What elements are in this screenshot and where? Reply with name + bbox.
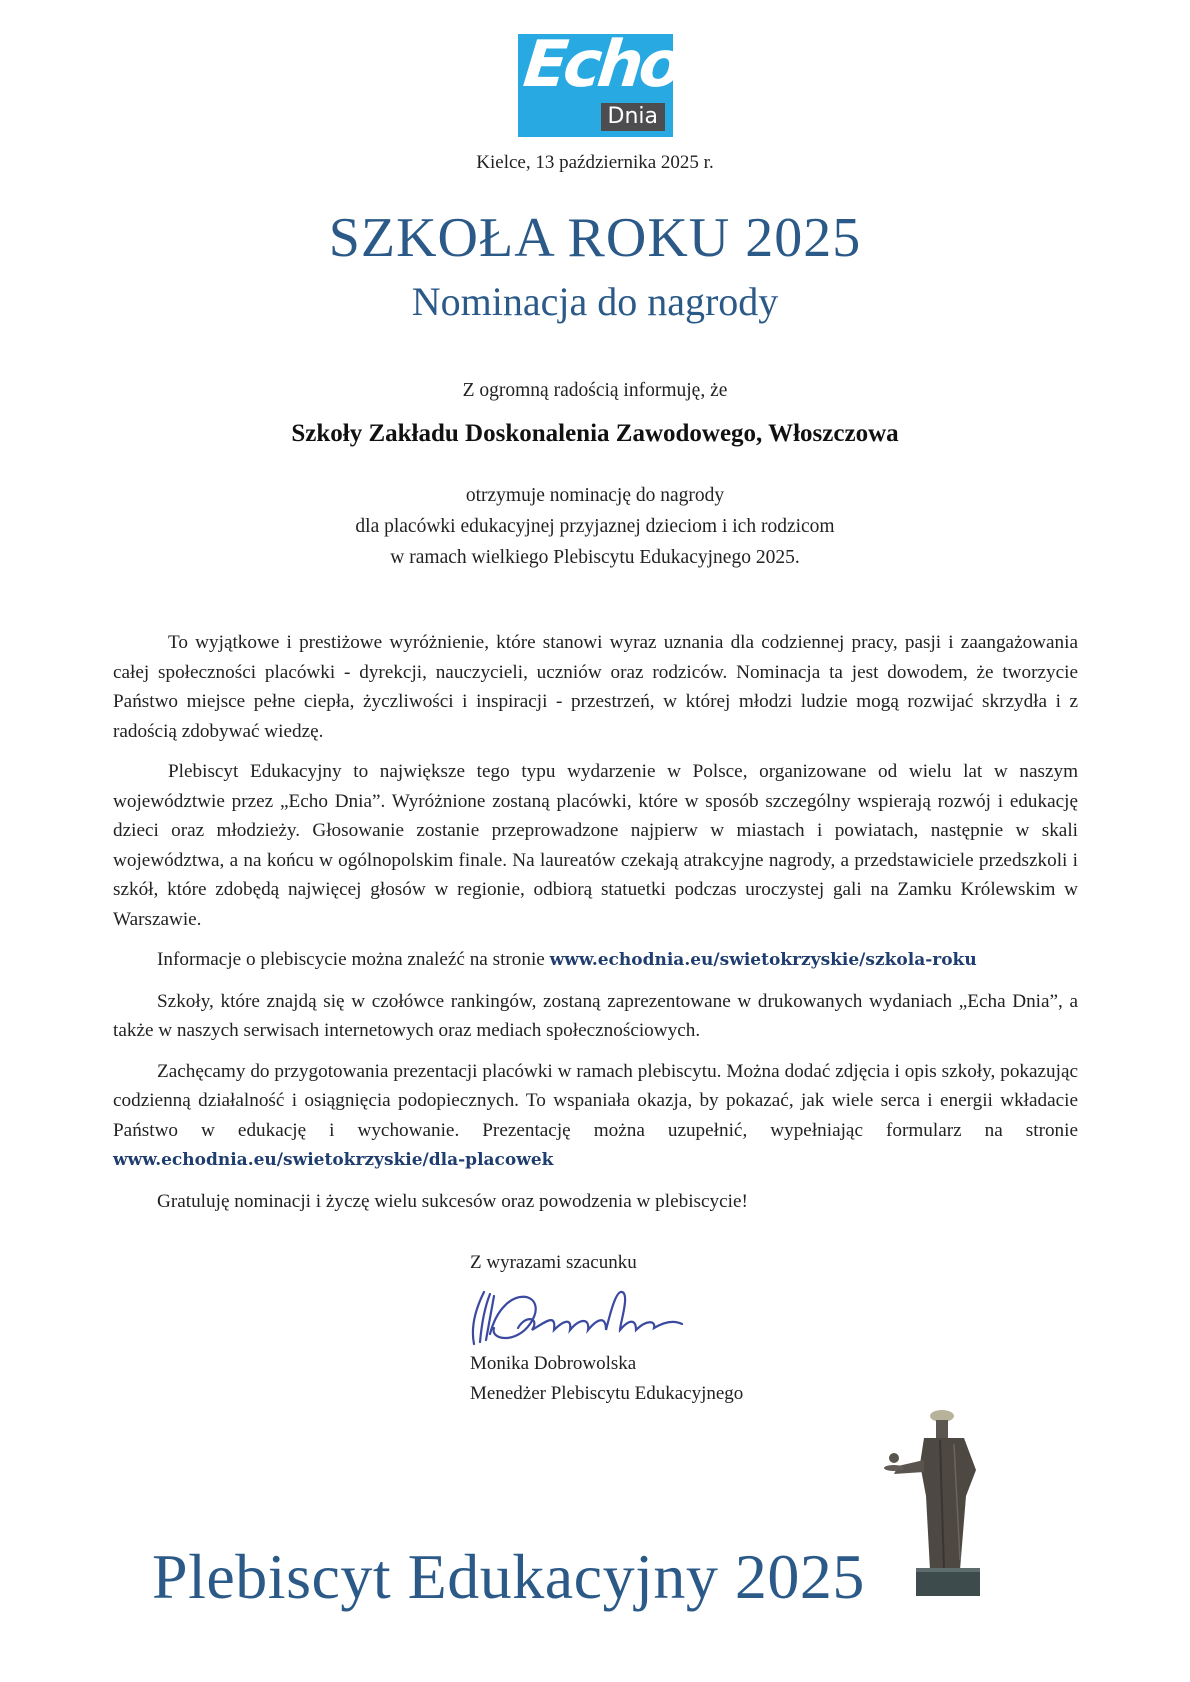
paragraph-5: [113, 1057, 1078, 1176]
logo-echo-text: Echo: [520, 28, 684, 102]
page-title: SZKOŁA ROKU 2025: [328, 207, 862, 269]
paragraph-1: To wyjątkowe i prestiżowe wyróżnienie, które stanowi wyraz uznania dla codziennej pracy, pasji i zaangażowania całej społeczności placówki - dyrekcji, nauczycieli, uczniów oraz rodziców. Nominacja ta jest dowodem, że tworzycie Państwo miejsce pełne ciepła, życzliwości i inspiracji - przestrzeń, w której młodzi ludzie mogą rozwijać skrzydła i z radością zdobywać wiedzę.: [113, 632, 1078, 742]
link-szkola-roku[interactable]: www.echodnia.eu/swietokrzyskie/szkola-roku: [549, 950, 977, 970]
announcement-line-1: otrzymuje nominację do nagrody: [465, 485, 725, 506]
letter-body: [113, 628, 1078, 1227]
paragraph-3-text: Informacje o plebiscycie można znaleźć na stronie: [157, 949, 550, 970]
link-dla-placowek[interactable]: www.echodnia.eu/swietokrzyskie/dla-placowek: [113, 1150, 554, 1170]
school-name: Szkoły Zakładu Doskonalenia Zawodowego, Włoszczowa: [291, 420, 899, 447]
closing-salutation: Z wyrazami szacunku: [470, 1252, 637, 1273]
paragraph-5-text: Zachęcamy do przygotowania prezentacji placówki w ramach plebiscytu. Można dodać zdjęcia i opis szkoły, pokazując codzienną działalność i osiągnięcia podopiecznych. To wspaniała okazja, by pokazać, jak wiele serca i energii wkładacie Państwo w edukację i wychowanie. Prezentację można uzupełnić, wypełniając formularz na stronie: [113, 1060, 1078, 1141]
announcement-line-3: w ramach wielkiego Plebiscytu Edukacyjnego 2025.: [390, 547, 800, 568]
paragraph-3: [113, 945, 1078, 976]
paragraph-2: Plebiscyt Edukacyjny to największe tego typu wydarzenie w Polsce, organizowane od wielu lat w naszym województwie przez „Echo Dnia”. Wyróżnione zostaną placówki, które w sposób szczególny wspierają rozwój i edukację dzieci oraz młodzieży. Głosowanie zostanie przeprowadzone najpierw w miastach i powiatach, następnie w skali województwa, a na końcu w ogólnopolskim finale. Na laureatów czekają atrakcyjne nagrody, a przedstawiciele przedszkoli i szkół, które zdobędą najwięcej głosów w regionie, odbiorą statuetki podczas uroczystej gali na Zamku Królewskim w Warszawie.: [113, 761, 1078, 930]
echo-dnia-logo: [518, 28, 684, 137]
paragraph-4: Szkoły, które znajdą się w czołówce rankingów, zostaną zaprezentowane w drukowanych wydaniach „Echa Dnia”, a także w naszych serwisach internetowych oraz mediach społecznościowych.: [113, 990, 1078, 1041]
page-subtitle: Nominacja do nagrody: [411, 279, 779, 324]
signatory-name: Monika Dobrowolska: [470, 1353, 637, 1374]
signature-icon: [460, 1284, 700, 1356]
footer-title: Plebiscyt Edukacyjny 2025: [152, 1541, 865, 1612]
announcement-line-2: dla placówki edukacyjnej przyjaznej dzieciom i ich rodzicom: [355, 516, 835, 537]
date-line: Kielce, 13 października 2025 r.: [476, 152, 714, 173]
signatory-role: Menedżer Plebiscytu Edukacyjnego: [470, 1383, 744, 1404]
paragraph-6: Gratuluję nominacji i życzę wielu sukcesów oraz powodzenia w plebiscycie!: [157, 1190, 748, 1212]
statuette-icon: [880, 1400, 1010, 1600]
logo-dnia-badge: Dnia: [601, 103, 665, 131]
announcement-intro: Z ogromną radością informuję, że: [462, 380, 728, 401]
